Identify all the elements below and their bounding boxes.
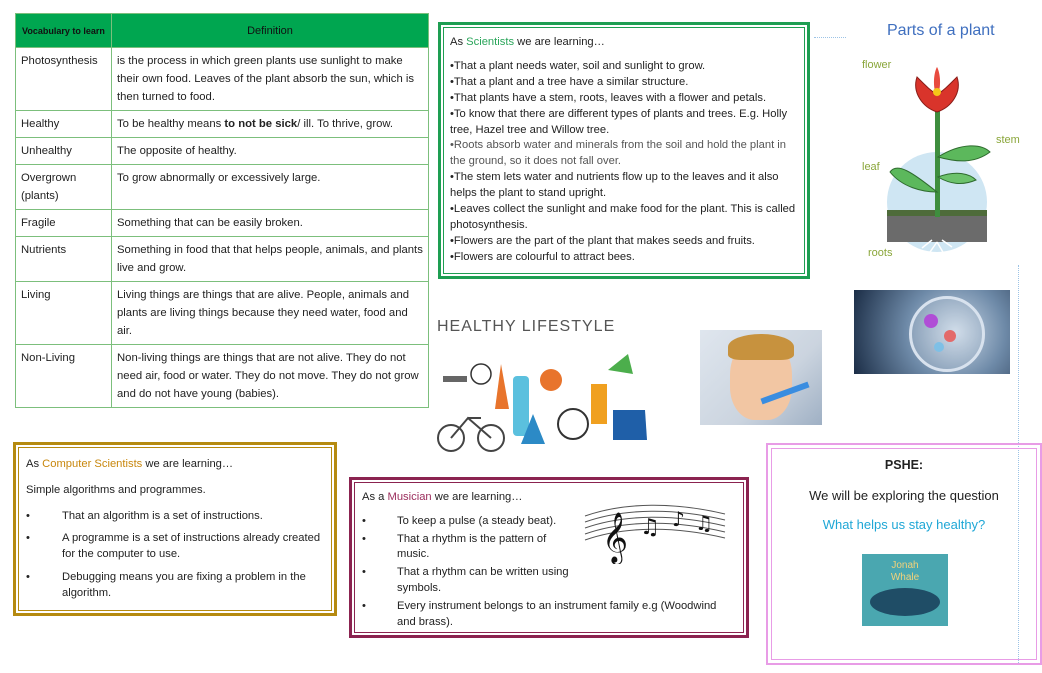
pshe-subtitle: We will be exploring the question	[809, 488, 999, 503]
svg-text:♫: ♫	[640, 515, 660, 540]
vocab-term: Non-Living	[16, 345, 112, 408]
list-item: •To know that there are different types of plants and trees. E.g. Holly tree, Hazel tree and Willow tree.	[450, 107, 788, 136]
germ-shape	[924, 314, 938, 328]
table-row	[16, 345, 429, 408]
heading-text: we are learning…	[142, 458, 234, 470]
healthy-icons-illustration	[433, 314, 661, 456]
vocab-definition: Living things are things that are alive. People, animals and plants are living things because they need water, food and air.	[112, 282, 429, 345]
heading-text: As a	[362, 491, 388, 503]
computing-learning-box	[13, 442, 337, 616]
label-roots: roots	[868, 247, 893, 259]
healthy-lifestyle-graphic	[433, 314, 661, 456]
plant-diagram-title: Parts of a plant	[887, 22, 995, 39]
heading-text: we are learning…	[431, 491, 523, 503]
vocab-term: Fragile	[16, 210, 112, 237]
science-learning-box	[438, 22, 810, 279]
list-item: •Roots absorb water and minerals from the soil and hold the plant in the ground, so it does not fall over.	[450, 139, 786, 168]
list-item: • That a rhythm is the pattern of music.	[362, 532, 577, 564]
vocab-term: Overgrown (plants)	[16, 165, 112, 210]
pshe-box	[766, 443, 1042, 665]
svg-text:𝄞: 𝄞	[602, 512, 629, 563]
label-flower: flower	[862, 59, 892, 71]
music-learning-box	[349, 477, 749, 638]
heading-text: As	[26, 458, 43, 470]
vocab-term: Unhealthy	[16, 138, 112, 165]
svg-text:♪: ♪	[672, 507, 685, 531]
definition-text: To be healthy means	[117, 118, 225, 130]
table-header-row	[16, 14, 429, 48]
list-item: • To keep a pulse (a steady beat).	[362, 514, 577, 530]
vocab-definition: Something that can be easily broken.	[112, 210, 429, 237]
label-stem: stem	[996, 134, 1020, 146]
healthy-lifestyle-caption: HEALTHY LIFESTYLE	[437, 318, 616, 335]
list-item: • A programme is a set of instructions already created for the computer to use.	[26, 531, 324, 563]
germ-shape	[934, 342, 944, 352]
column-header-definition: Definition	[112, 14, 429, 48]
whale-shape	[870, 588, 940, 616]
table-row	[16, 138, 429, 165]
list-item: •That a plant needs water, soil and sunlight to grow.	[450, 59, 706, 72]
book-title: Jonah Whale	[890, 560, 920, 583]
vocab-term: Living	[16, 282, 112, 345]
list-item: •Flowers are colourful to attract bees.	[450, 250, 635, 263]
table-row	[16, 165, 429, 210]
boy-hair-shape	[728, 334, 794, 360]
list-item: •That a plant and a tree have a similar structure.	[450, 75, 689, 88]
vocab-term: Photosynthesis	[16, 48, 112, 111]
pshe-question: What helps us stay healthy?	[822, 517, 986, 532]
plant-diagram-illustration	[852, 52, 1022, 262]
table-row	[16, 282, 429, 345]
list-item: • That a rhythm can be written using symbols.	[362, 565, 577, 597]
list-item: •Leaves collect the sunlight and make food for the plant. This is called photosynthesis.	[450, 203, 796, 231]
svg-text:♫: ♫	[695, 511, 713, 535]
boy-brushing-teeth-photo	[700, 330, 822, 425]
vocab-definition: Something in food that that helps people, animals, and plants live and grow.	[112, 237, 429, 282]
heading-text: we are learning…	[514, 36, 605, 48]
vocab-definition: To grow abnormally or excessively large.	[112, 165, 429, 210]
vocabulary-table	[15, 13, 429, 408]
list-item: • That an algorithm is a set of instructions.	[26, 509, 324, 525]
label-leaf: leaf	[862, 161, 880, 173]
list-item: •That plants have a stem, roots, leaves with a flower and petals.	[450, 91, 767, 104]
vocab-term: Nutrients	[16, 237, 112, 282]
table-row	[16, 111, 429, 138]
vocab-definition: Non-living things are things that are not alive. They do not need air, food or water. They do not move. They do not grow and do not have young (babies).	[112, 345, 429, 408]
vocab-definition: is the process in which green plants use sunlight to make their own food. Leaves of the plant absorb the sun, which is then turned to food.	[112, 48, 429, 111]
guide-line	[814, 37, 846, 38]
column-header-term: Vocabulary to learn	[16, 14, 112, 48]
table-row	[16, 210, 429, 237]
heading-text: As	[450, 36, 467, 48]
definition-emphasis: to not be sick	[224, 118, 298, 130]
pshe-title: PSHE:	[884, 458, 924, 472]
vocab-definition: The opposite of healthy.	[112, 138, 429, 165]
definition-text: / ill. To thrive, grow.	[297, 118, 394, 130]
germ-shape	[944, 330, 956, 342]
table-row	[16, 237, 429, 282]
vocab-term: Healthy	[16, 111, 112, 138]
music-subject: Musician	[387, 491, 432, 503]
computing-intro: Simple algorithms and programmes.	[26, 483, 206, 496]
science-subject: Scientists	[466, 36, 515, 48]
list-item: • Debugging means you are fixing a problem in the algorithm.	[26, 570, 324, 602]
list-item: •Flowers are the part of the plant that makes seeds and fruits.	[450, 234, 755, 247]
computing-subject: Computer Scientists	[42, 458, 143, 470]
list-item: • Every instrument belongs to an instrument family e.g (Woodwind and brass).	[362, 599, 736, 631]
list-item: •The stem lets water and nutrients flow up to the leaves and it also helps the plant to stand upright.	[450, 171, 779, 200]
jonah-whale-book-cover	[862, 554, 948, 626]
music-notes-illustration	[580, 494, 730, 564]
table-row	[16, 48, 429, 111]
germs-magnifier-photo	[854, 290, 1010, 374]
vocab-definition	[112, 111, 429, 138]
